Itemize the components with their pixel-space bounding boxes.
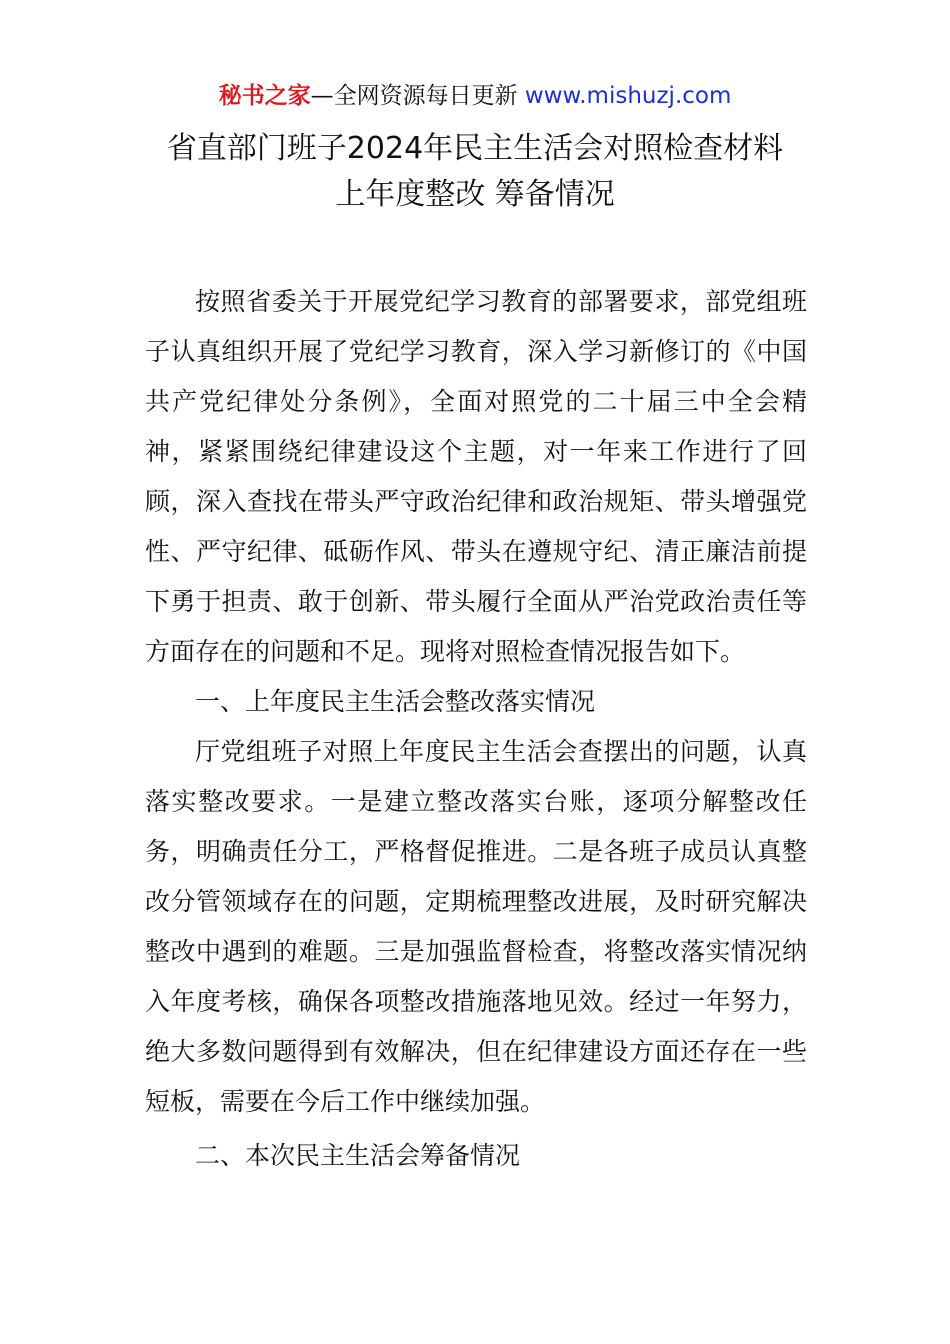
document-title-line2: 上年度整改 筹备情况 (335, 177, 615, 212)
section-heading-2: 二、本次民主生活会筹备情况 (195, 1141, 521, 1170)
intro-paragraph: 按照省委关于开展党纪学习教育的部署要求，部党组班子认真组织开展了党纪学习教育，深入学习新修订的《中国共产党纪律处分条例》，全面对照党的二十届三中全会精神，紧紧围绕纪律建设这个主题，对一年来工作进行了回顾，深入查找在带头严守政治纪律和政治规矩、带头增强党性、严守纪律、砥砺作风、带头在遵规守纪、清正廉洁前提下勇于担责、敢于创新、带头履行全面从严治党政治责任等方面存在的问题和不足。现将对照检查情况报告如下。 (145, 287, 807, 666)
section-heading-1: 一、上年度民主生活会整改落实情况 (195, 687, 596, 716)
site-url[interactable]: www.mishuzj.com (524, 83, 732, 109)
document-body (145, 277, 807, 1181)
banner-tagline: —全网资源每日更新 (310, 83, 525, 109)
rectification-paragraph: 厅党组班子对照上年度民主生活会查摆出的问题，认真落实整改要求。一是建立整改落实台账，逐项分解整改任务，明确责任分工，严格督促推进。二是各班子成员认真整改分管领域存在的问题，定期梳理整改进展，及时研究解决整改中遇到的难题。三是加强监督检查，将整改落实情况纳入年度考核，确保各项整改措施落地见效。经过一年努力，绝大多数问题得到有效解决，但在纪律建设方面还存在一些短板，需要在今后工作中继续加强。 (145, 737, 807, 1116)
document-title-line1: 省直部门班子2024年民主生活会对照检查材料 (166, 131, 784, 166)
site-banner (0, 80, 950, 112)
brand-name: 秘书之家 (218, 83, 311, 109)
